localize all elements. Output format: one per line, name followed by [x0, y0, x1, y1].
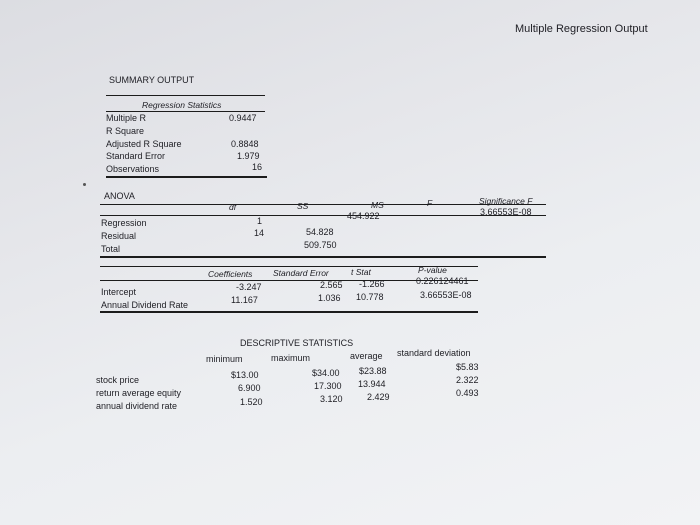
stat-label: Multiple R	[106, 113, 147, 123]
stat-value: 1.979	[237, 151, 260, 161]
anova-sigf: 3.66553E-08	[480, 207, 532, 217]
anova-header-sigf: Significance F	[479, 196, 533, 206]
desc-max: 3.120	[320, 394, 343, 404]
divider	[100, 311, 478, 313]
desc-sd: 2.322	[456, 375, 479, 385]
stat-value: 0.9447	[229, 113, 257, 123]
desc-min: $13.00	[231, 370, 259, 380]
anova-row-label: Residual	[101, 231, 137, 241]
desc-max: 17.300	[314, 381, 342, 391]
coef-value: 11.167	[231, 295, 258, 305]
divider	[106, 176, 267, 178]
coef-row-label: Intercept	[101, 287, 137, 297]
coef-p: 0.226124461	[416, 276, 469, 286]
stat-label: Adjusted R Square	[106, 139, 182, 149]
coef-header-coefficients: Coefficients	[208, 269, 253, 279]
anova-header-ms: MS	[371, 200, 384, 210]
anova-header-ss: SS	[297, 201, 309, 211]
desc-min: 1.520	[240, 397, 263, 407]
anova-header-f: F	[427, 198, 433, 208]
desc-row-label: stock price	[96, 375, 140, 385]
desc-min: 6.900	[238, 383, 261, 393]
divider	[106, 95, 265, 96]
desc-avg: 13.944	[358, 379, 386, 389]
stat-label: Standard Error	[106, 151, 166, 161]
coef-se: 1.036	[318, 293, 341, 303]
anova-header-df: df	[229, 202, 237, 212]
desc-row-label: return average equity	[96, 388, 182, 398]
coef-value: -3.247	[236, 282, 262, 292]
desc-header-standard-deviation: standard deviation	[397, 348, 471, 358]
coef-header-standard-error: Standard Error	[273, 268, 329, 278]
divider	[106, 111, 265, 112]
coef-t: 10.778	[356, 292, 384, 302]
desc-header-minimum: minimum	[206, 354, 243, 364]
anova-row-label: Regression	[101, 218, 147, 228]
divider	[100, 256, 546, 258]
page-title: Multiple Regression Output	[515, 23, 648, 35]
anova-ss: 54.828	[306, 227, 334, 237]
coef-row-label: Annual Dividend Rate	[101, 300, 189, 310]
stat-label: Observations	[106, 164, 160, 174]
stat-label: R Square	[106, 126, 145, 136]
anova-heading: ANOVA	[104, 191, 135, 201]
anova-df: 1	[257, 216, 263, 226]
desc-row-label: annual dividend rate	[96, 401, 178, 411]
desc-avg: 2.429	[367, 392, 390, 402]
desc-sd: $5.83	[456, 362, 479, 372]
anova-ms: 454.922	[347, 211, 380, 221]
anova-ss: 509.750	[304, 240, 337, 250]
anova-df: 14	[254, 228, 265, 238]
regression-statistics-title: Regression Statistics	[142, 100, 222, 110]
stat-value: 0.8848	[231, 139, 259, 149]
coef-p: 3.66553E-08	[420, 290, 472, 300]
desc-max: $34.00	[312, 368, 340, 378]
coef-se: 2.565	[320, 280, 343, 290]
desc-header-maximum: maximum	[271, 353, 311, 363]
coef-t: -1.266	[359, 279, 385, 289]
coef-header-t-stat: t Stat	[351, 267, 371, 277]
stat-value: 16	[252, 162, 263, 172]
bullet-mark	[83, 183, 86, 186]
desc-header-average: average	[350, 351, 383, 361]
coef-header-p-value: P-value	[418, 265, 447, 275]
desc-avg: $23.88	[359, 366, 387, 376]
descriptive-heading: DESCRIPTIVE STATISTICS	[240, 338, 354, 348]
desc-sd: 0.493	[456, 388, 479, 398]
anova-row-label: Total	[101, 244, 121, 254]
summary-heading: SUMMARY OUTPUT	[109, 75, 195, 85]
